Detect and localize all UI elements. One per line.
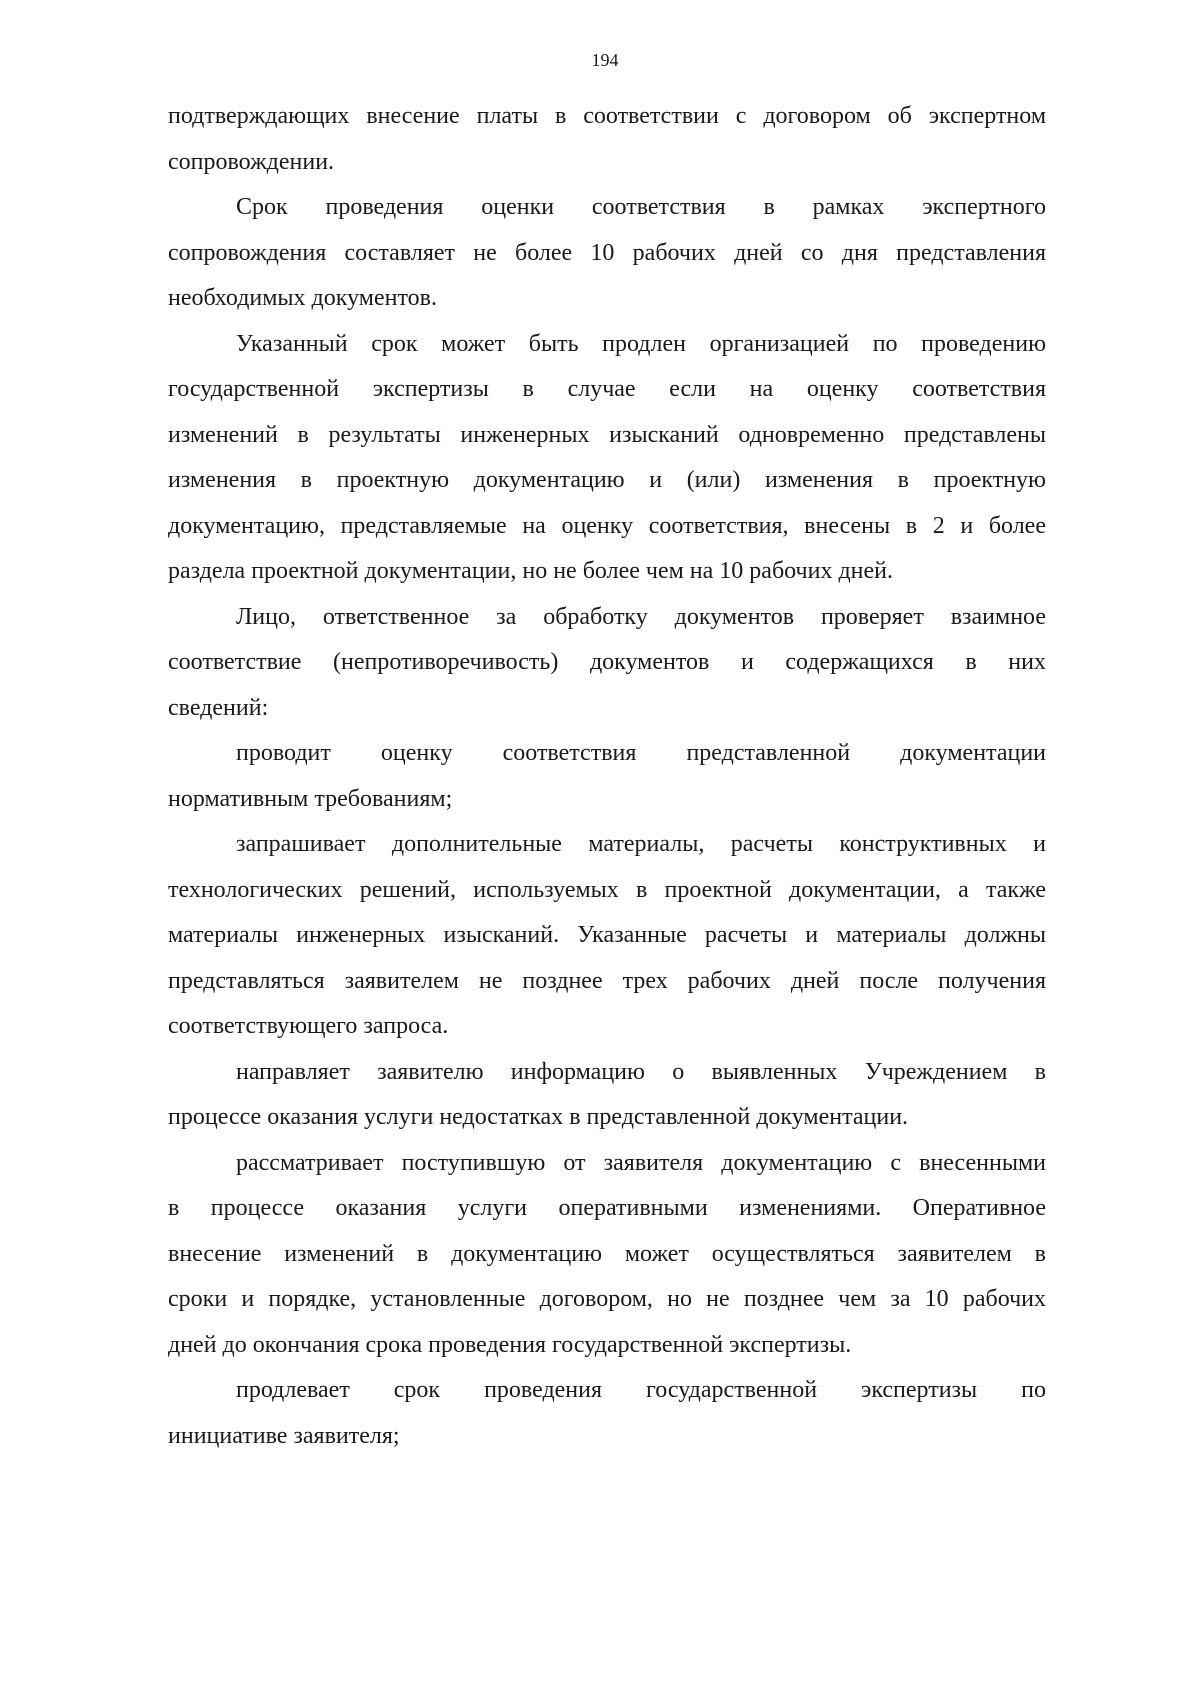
text-line: изменений в результаты инженерных изысканий одновременно представлены [168,421,1046,448]
text-line: сопровождения составляет не более 10 рабочих дней со дня представления [168,239,1046,266]
text-line: процессе оказания услуги недостатках в представленной документации. [168,1104,909,1130]
text-line: соответствие (непротиворечивость) документов и содержащихся в них [168,649,1046,675]
text-line: соответствующего запроса. [168,1013,449,1039]
text-line: необходимых документов. [168,285,437,311]
text-line: изменения в проектную документацию и (или) изменения в проектную [168,467,1046,493]
text-line: документацию, представляемые на оценку соответствия, внесены в 2 и более [168,512,1046,539]
text-line: материалы инженерных изысканий. Указанные расчеты и материалы должны [168,922,1046,948]
text-line: сроки и порядке, установленные договором, но не позднее чем за 10 рабочих [168,1286,1046,1312]
text-line: нормативным требованиям; [168,785,453,812]
text-line: подтверждающих внесение платы в соответствии с договором об экспертном [168,103,1046,129]
text-line: государственной экспертизы в случае если на оценку соответствия [168,376,1046,402]
text-line: продлевает срок проведения государственной экспертизы по [236,1377,1046,1403]
text-line: Указанный срок может быть продлен организацией по проведению [236,330,1046,357]
text-line: проводит оценку соответствия представленной документации [236,740,1046,766]
text-line: технологических решений, используемых в проектной документации, а также [168,876,1046,903]
text-line: сведений: [168,694,269,721]
text-line: направляет заявителю информацию о выявленных Учреждением в [236,1058,1046,1085]
document-body [168,96,1046,1461]
text-line: запрашивает дополнительные материалы, расчеты конструктивных и [236,831,1046,857]
text-line: раздела проектной документации, но не более чем на 10 рабочих дней. [168,558,893,584]
text-line: Лицо, ответственное за обработку документов проверяет взаимное [236,603,1046,630]
text-line: дней до окончания срока проведения государственной экспертизы. [168,1331,852,1358]
text-line: в процессе оказания услуги оперативными изменениями. Оперативное [168,1195,1046,1221]
text-line: Срок проведения оценки соответствия в рамках экспертного [236,194,1046,220]
text-line: представляться заявителем не позднее трех рабочих дней после получения [168,967,1046,994]
text-line: сопровождении. [168,148,335,175]
page-number: 194 [591,50,619,70]
text-line: внесение изменений в документацию может осуществляться заявителем в [168,1240,1046,1267]
text-line: рассматривает поступившую от заявителя документацию с внесенными [236,1149,1046,1176]
text-line: инициативе заявителя; [168,1422,400,1449]
